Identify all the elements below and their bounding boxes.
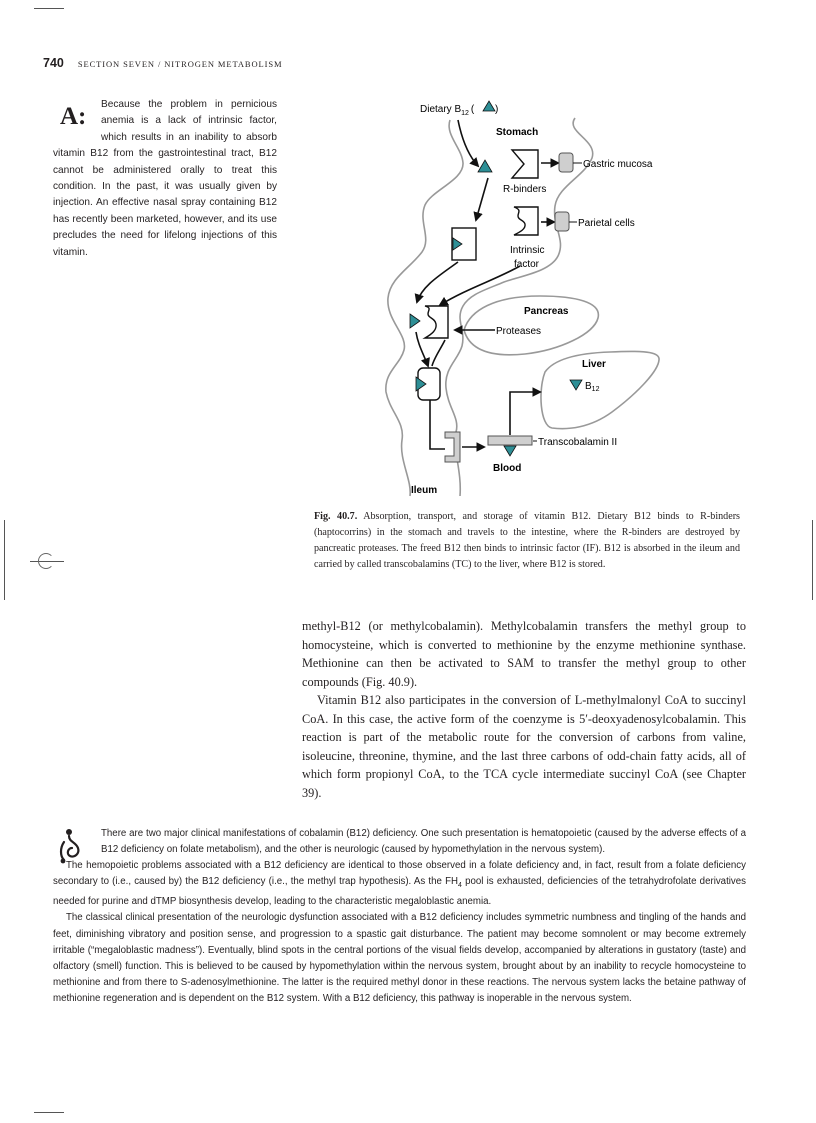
proteases-label: Proteases <box>496 326 542 337</box>
registration-mark-circle <box>38 553 54 569</box>
margin-rule-right <box>812 520 813 600</box>
clinical-paragraph-3: The classical clinical presentation of the neurologic dysfunction associated with a B12 deficiency includes symmetric numbness and tingling of the hands and feet, diminishing vibratory and position sense, and progression to a spastic gait disturbance. The patient may become somnolent or may become extremely irritable (“megaloblastic madness”). Eventually, blind spots in the central portions of the visual fields develop, accompanied by alterations in gustatory (taste) and olfactory (smell) function. This is believed to be caused by hypomethylation within the nervous system, brought about by an inability to recycle homocysteine to methionine and from there to S-adenosylmethionine. The latter is the required methyl donor in these reactions. The nervous system lacks the betaine pathway of methionine regeneration and is dependent on the B12 system. With a B12 deficiency, this pathway is inoperable in the nervous system. <box>53 912 746 1004</box>
crop-mark-bottom <box>34 1112 64 1113</box>
dietary-b12-label: Dietary $B_{12}$ ( <box>420 104 475 117</box>
body-paragraph-1: methyl-B12 (or methylcobalamin). Methylcobalamin transfers the methyl group to homocysteine, which is converted to methionine by the enzyme methionine synthase. Methionine can then be activated to SAM to transfer the methyl group to other compounds (Fig. 40.9). <box>302 619 746 689</box>
gastric-mucosa-label: Gastric mucosa <box>583 159 653 170</box>
body-paragraph-2: Vitamin B12 also participates in the conversion of L-methylmalonyl CoA to succinyl CoA. In this case, the active form of the coenzyme is 5′-deoxyadenosylcobalamin. This reaction is part of the metabolic route for the conversion of carbons from valine, isoleucine, threonine, thymine, and the last three carbons of odd-chain fatty acids, all of which form propionyl CoA, to the TCA cycle intermediate succinyl CoA (see Chapter 39). <box>302 693 746 800</box>
clinical-comments <box>53 826 746 1007</box>
gi-tract-outline-left <box>386 120 463 496</box>
intrinsic-factor-shape <box>514 207 538 235</box>
caption-text: Absorption, transport, and storage of vitamin B12. Dietary B12 binds to R-binders (haptocorrins) in the stomach and travels to the intestine, where the R-binders are destroyed by pancreatic proteases. The freed B12 then binds to intrinsic factor (IF). B12 is absorbed in the ileum and carried by called transcobalamins (TC) to the liver, where B12 is stored. <box>314 511 740 570</box>
gastric-mucosa-cell <box>559 153 573 172</box>
parietal-cell <box>555 212 569 231</box>
r-binder-shape <box>512 150 538 178</box>
svg-text:): ) <box>495 104 499 115</box>
page-number: 740 <box>43 56 64 70</box>
figure-caption <box>314 509 740 573</box>
body-text <box>302 617 746 802</box>
stomach-label: Stomach <box>496 127 539 138</box>
running-head <box>43 56 282 71</box>
crop-mark-top <box>34 8 64 9</box>
liver-label: Liver <box>582 359 606 370</box>
transcobalamin-bar <box>488 436 532 445</box>
figure-label: Fig. 40.7. <box>314 511 358 522</box>
transcobalamin-label: Transcobalamin II <box>538 437 618 448</box>
clinical-paragraph-2: The hemopoietic problems associated with a B12 deficiency are identical to those observed in a folate deficiency and, in fact, result from a folate deficiency secondary to (i.e., caused by) the B12 deficiency (i.e., the methyl trap hypothesis). As the $FH_4$ pool is exhausted, deficiencies of the tetrahydrofolate derivatives needed for purine and dTMP biosynthesis develop, leading to the characteristic megaloblastic anemia. <box>53 860 746 908</box>
section-title: SECTION SEVEN / NITROGEN METABOLISM <box>77 59 283 69</box>
clinical-paragraph-1: There are two major clinical manifestations of cobalamin (B12) deficiency. One such presentation is hematopoietic (caused by the adverse effects of a B12 deficiency on folate metabolism), and the other is neurologic (caused by hypomethylation in the nervous system). <box>101 828 746 856</box>
factor-label: factor <box>514 259 540 270</box>
ileum-label: Ileum <box>411 485 438 496</box>
pancreas-label: Pancreas <box>524 306 569 317</box>
dietary-b12-triangle <box>483 101 495 111</box>
answer-icon: A: <box>60 103 87 130</box>
intrinsic-label: Intrinsic <box>510 245 545 256</box>
ileal-receptor <box>445 432 460 462</box>
r-binders-label: R-binders <box>503 184 547 195</box>
if-b12-complex <box>425 306 448 338</box>
liver-b12-label: $B_{12}$ <box>585 381 600 393</box>
parietal-cells-label: Parietal cells <box>578 218 635 229</box>
vitamin-b12-diagram <box>380 90 680 500</box>
margin-rule-left <box>4 520 5 600</box>
b12-free-triangle <box>478 160 492 172</box>
answer-text: Because the problem in pernicious anemia is a lack of intrinsic factor, which results in an inability to absorb vitamin B12 from the gastrointestinal tract, B12 cannot be administered orally to treat this condition. In the past, it was usually given by injection. An effective nasal spray containing B12 has recently been marketed, however, and its use precludes the need for lifelong injections of this vitamin. <box>53 99 277 258</box>
blood-label: Blood <box>493 463 522 474</box>
